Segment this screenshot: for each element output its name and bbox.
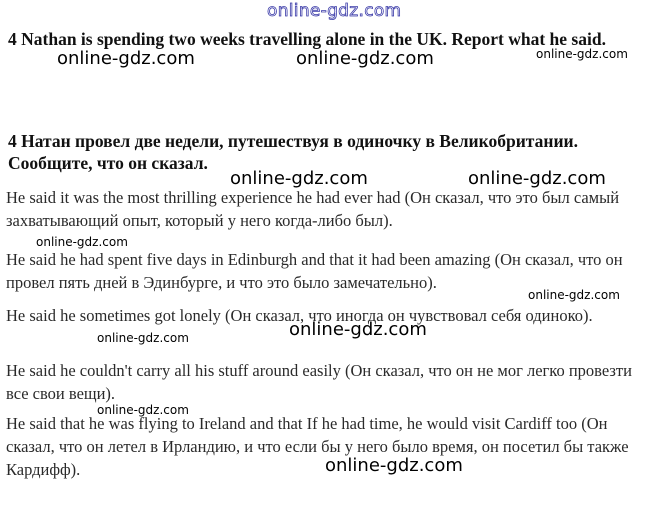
watermark: online-gdz.com — [57, 48, 195, 69]
watermark: online-gdz.com — [296, 48, 434, 69]
watermark: online-gdz.com — [528, 288, 620, 302]
answer-3: He said he sometimes got lonely (Он сказал, что иногда он чувствовал себя одиноко). — [6, 306, 593, 325]
task-heading-english: 4 Nathan is spending two weeks travelling alone in the UK. Report what he said. — [8, 29, 606, 49]
answer-4: He said he couldn't carry all his stuff around easily (Он сказал, что он не мог легко провезти все свои вещи). — [6, 361, 632, 403]
watermark: online-gdz.com — [325, 455, 463, 476]
watermark: online-gdz.com — [468, 168, 606, 189]
answer-5: He said that he was flying to Ireland and that If he had time, he would visit Cardiff too (Он сказал, что он летел в Ирландию, и что если бы у него было время, он посетил бы также Кардифф). — [6, 414, 629, 479]
answer-2: He said he had spent five days in Edinburgh and that it had been amazing (Он сказал, что он провел пять дней в Эдинбурге, и что это было замечательно). — [6, 250, 623, 292]
watermark: online-gdz.com — [36, 235, 128, 249]
watermark: online-gdz.com — [97, 403, 189, 417]
answer-1: He said it was the most thrilling experience he had ever had (Он сказал, что это был самый захватывающий опыт, который у него когда-либо был). — [6, 188, 620, 230]
watermark: online-gdz.com — [230, 168, 368, 189]
task-heading-russian: 4 Натан провел две недели, путешествуя в одиночку в Великобритании. Сообщите, что он сказал. — [8, 131, 578, 173]
watermark: online-gdz.com — [289, 319, 427, 340]
watermark: online-gdz.com — [267, 1, 402, 21]
watermark: online-gdz.com — [97, 331, 189, 345]
watermark: online-gdz.com — [536, 47, 628, 61]
